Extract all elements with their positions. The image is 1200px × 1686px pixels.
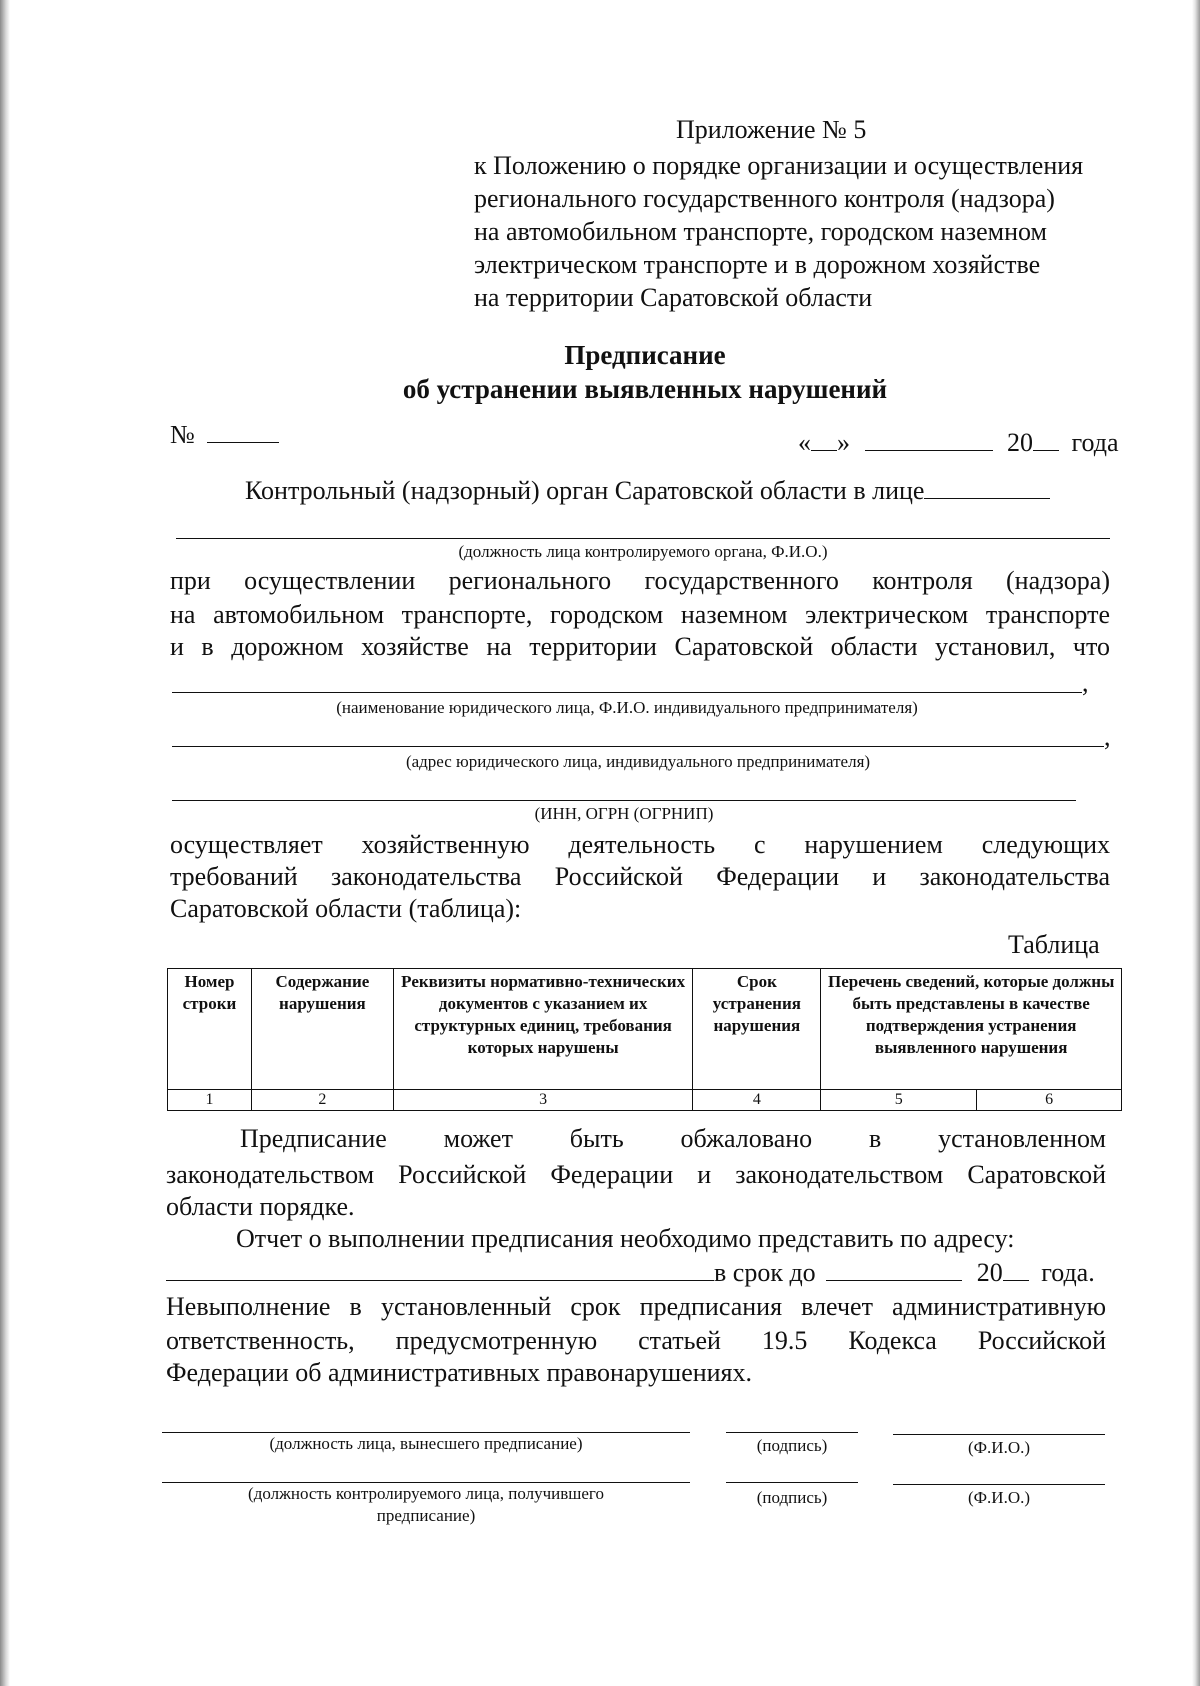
sig1-position-caption: (должность лица, вынесшего предписание) <box>269 1434 583 1453</box>
para-line-3: и в дорожном хозяйстве на территории Саратовской области установил, что <box>170 632 1110 661</box>
sig2-signature-caption: (подпись) <box>756 1488 828 1507</box>
caption-position: (должность лица контролируемого органа, Ф.И.О.) <box>458 542 828 561</box>
col-number-5: 5 <box>821 1090 977 1111</box>
header-violation: Содержание нарушения <box>251 969 393 1090</box>
requirements-table <box>167 968 1122 1111</box>
sig2-position-caption-1: (должность контролируемого лица, получившего <box>248 1484 604 1503</box>
sig1-name-line <box>893 1434 1105 1435</box>
intro-line-1 <box>245 476 1050 506</box>
col-number-6: 6 <box>977 1090 1122 1111</box>
table-row <box>168 1090 1122 1111</box>
report-year-prefix: 20 <box>976 1258 1003 1287</box>
document-subtitle: об устранении выявленных нарушений <box>402 374 888 404</box>
report-line-2: Невыполнение в установленный срок предписания влечет административную <box>166 1292 1106 1321</box>
report-deadline-prefix: в срок до <box>714 1258 816 1287</box>
number-label: № <box>170 420 195 449</box>
caption-address: (адрес юридического лица, индивидуального предпринимателя) <box>405 752 871 771</box>
sig1-signature-line <box>726 1432 858 1433</box>
annex-line-1: к Положению о порядке организации и осуществления <box>474 151 1084 180</box>
sig2-name-line <box>893 1484 1105 1485</box>
number-field <box>170 420 279 450</box>
appeal-line-2: законодательством Российской Федерации и законодательством Саратовской <box>166 1160 1106 1189</box>
annex-line-2: регионального государственного контроля (надзора) <box>474 184 1055 213</box>
date-year-suffix: года <box>1071 428 1119 457</box>
comma-entity: , <box>1082 668 1089 697</box>
report-line-1: Отчет о выполнении предписания необходимо представить по адресу: <box>236 1224 1015 1253</box>
sig1-signature-caption: (подпись) <box>756 1436 828 1455</box>
activity-line-3: Саратовской области (таблица): <box>170 894 522 923</box>
date-day-blank <box>811 428 837 451</box>
comma-address: , <box>1104 722 1111 751</box>
sig2-position-caption-2: предписание) <box>376 1506 476 1525</box>
sig2-name-caption: (Ф.И.О.) <box>967 1488 1031 1507</box>
date-quote-close: » <box>837 428 850 457</box>
annex-line-4: электрическом транспорте и в дорожном хозяйстве <box>474 250 1041 279</box>
report-line-3: ответственность, предусмотренную статьей 19.5 Кодекса Российской <box>166 1326 1106 1355</box>
caption-inn: (ИНН, ОГРН (ОГРНИП) <box>534 804 714 823</box>
appeal-line-3: области порядке. <box>166 1192 355 1221</box>
header-documents: Реквизиты нормативно-технических документов с указанием их структурных единиц, требования которых нарушены <box>393 969 693 1090</box>
report-year-suffix: года. <box>1041 1258 1095 1287</box>
date-field <box>798 428 1119 458</box>
date-month-blank <box>865 428 993 451</box>
report-address-blank <box>166 1258 714 1281</box>
report-deadline <box>166 1258 1095 1288</box>
rule-address <box>172 746 1104 747</box>
caption-entity: (наименование юридического лица, Ф.И.О. индивидуального предпринимателя) <box>336 698 918 717</box>
para-line-1: при осуществлении регионального государственного контроля (надзора) <box>170 566 1110 595</box>
header-deadline: Срок устранения нарушения <box>693 969 821 1090</box>
annex-line-5: на территории Саратовской области <box>474 283 873 312</box>
col-number-1: 1 <box>168 1090 252 1111</box>
table-label: Таблица <box>1008 930 1100 959</box>
annex-number: Приложение № 5 <box>676 115 867 144</box>
scan-edge-left <box>0 0 10 1686</box>
sig2-signature-line <box>726 1482 858 1483</box>
rule-entity <box>172 692 1082 693</box>
activity-line-1: осуществляет хозяйственную деятельность с нарушением следующих <box>170 830 1110 859</box>
intro-line-1-text: Контрольный (надзорный) орган Саратовской области в лице <box>245 476 925 505</box>
table-header-row <box>168 969 1122 1090</box>
header-row-number: Номер строки <box>168 969 252 1090</box>
number-blank <box>207 420 279 443</box>
sig1-position-line <box>162 1432 690 1433</box>
sig1-name-caption: (Ф.И.О.) <box>967 1438 1031 1457</box>
appeal-line-1: Предписание может быть обжаловано в установленном <box>240 1124 1106 1153</box>
scan-edge-right <box>1192 0 1200 1686</box>
document-title: Предписание <box>564 340 726 370</box>
col-number-4: 4 <box>693 1090 821 1111</box>
annex-line-3: на автомобильном транспорте, городском наземном <box>474 217 1047 246</box>
report-line-4: Федерации об административных правонарушениях. <box>166 1358 753 1387</box>
rule-position <box>176 538 1110 539</box>
header-confirmation: Перечень сведений, которые должны быть представлены в качестве подтверждения устранения выявленного нарушения <box>821 969 1122 1090</box>
intro-line-1-blank <box>924 476 1050 499</box>
report-date-blank <box>826 1258 962 1281</box>
date-year-blank <box>1033 428 1059 451</box>
report-year-blank <box>1003 1258 1029 1281</box>
para-line-2: на автомобильном транспорте, городском наземном электрическом транспорте <box>170 600 1110 629</box>
date-year-prefix: 20 <box>1007 428 1033 457</box>
sig2-position-line <box>162 1482 690 1483</box>
col-number-3: 3 <box>393 1090 693 1111</box>
col-number-2: 2 <box>251 1090 393 1111</box>
date-quote-open: « <box>798 428 811 457</box>
rule-inn <box>172 800 1076 801</box>
activity-line-2: требований законодательства Российской Федерации и законодательства <box>170 862 1110 891</box>
